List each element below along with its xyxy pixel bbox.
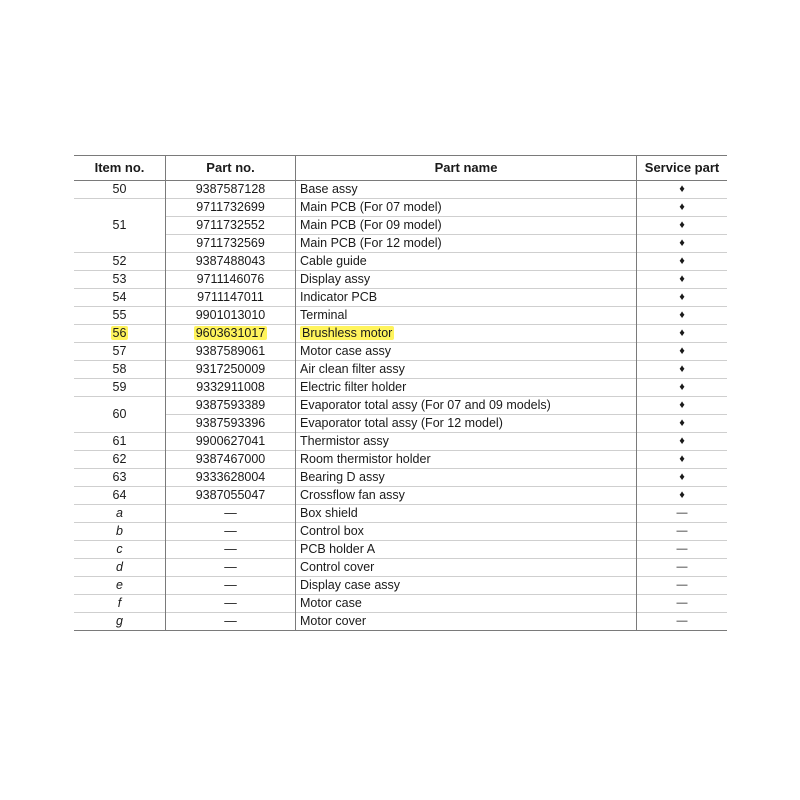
part-name-cell (296, 217, 637, 235)
part-name-cell-text: Main PCB (For 12 model) (300, 236, 442, 250)
part-name-header: Part name (296, 156, 637, 181)
part-no-cell-text: — (224, 596, 237, 610)
service-part-cell-text: — (676, 615, 688, 627)
part-name-cell (296, 415, 637, 433)
service-part-cell (637, 433, 728, 451)
service-part-cell (637, 595, 728, 613)
part-no-cell (166, 559, 296, 577)
part-no-cell-text: — (224, 506, 237, 520)
table-row (74, 505, 727, 523)
table-row (74, 343, 727, 361)
part-no-cell-text: — (224, 560, 237, 574)
part-no-cell (166, 325, 296, 343)
service-part-cell (637, 325, 728, 343)
item-no-cell (74, 613, 166, 631)
parts-table (74, 155, 727, 631)
table-row (74, 379, 727, 397)
item-no-cell (74, 595, 166, 613)
service-part-cell-text: ♦ (679, 219, 685, 231)
part-no-cell (166, 361, 296, 379)
part-name-cell-text: Base assy (300, 182, 358, 196)
item-no-cell (74, 433, 166, 451)
part-no-cell-text: 9332911008 (196, 380, 265, 394)
service-part-cell-text: ♦ (679, 489, 685, 501)
item-no-cell-text: 63 (112, 470, 127, 484)
table-row (74, 199, 727, 217)
service-part-cell (637, 523, 728, 541)
service-part-cell-text: ♦ (679, 435, 685, 447)
item-no-cell (74, 253, 166, 271)
service-part-cell-text: ♦ (679, 399, 685, 411)
service-part-cell (637, 613, 728, 631)
service-part-header: Service part (637, 156, 728, 181)
part-no-cell (166, 523, 296, 541)
item-no-cell (74, 271, 166, 289)
part-no-cell (166, 397, 296, 415)
parts-table-body (74, 181, 727, 631)
service-part-cell-text: — (676, 507, 688, 519)
service-part-cell (637, 541, 728, 559)
item-no-cell-text: 57 (112, 344, 127, 358)
service-part-cell (637, 469, 728, 487)
part-name-cell (296, 271, 637, 289)
table-row (74, 595, 727, 613)
item-no-cell-text: b (116, 524, 123, 538)
part-no-cell (166, 217, 296, 235)
part-name-cell (296, 325, 637, 343)
part-no-cell (166, 235, 296, 253)
item-no-cell-text: 61 (112, 434, 127, 448)
part-name-cell-text: Motor case (300, 596, 362, 610)
table-row (74, 397, 727, 415)
part-no-cell (166, 595, 296, 613)
item-no-cell (74, 505, 166, 523)
part-no-cell (166, 541, 296, 559)
service-part-cell (637, 487, 728, 505)
part-name-cell (296, 469, 637, 487)
item-no-cell-text: d (116, 560, 123, 574)
table-row (74, 271, 727, 289)
part-no-cell-text: 9333628004 (195, 470, 266, 484)
service-part-cell (637, 577, 728, 595)
part-name-cell-text: Control cover (300, 560, 375, 574)
service-part-cell (637, 271, 728, 289)
part-name-cell (296, 487, 637, 505)
part-name-cell (296, 577, 637, 595)
item-no-cell (74, 397, 166, 433)
part-no-cell-text: 9387589061 (195, 344, 266, 358)
service-part-cell (637, 559, 728, 577)
part-name-cell (296, 541, 637, 559)
item-no-cell (74, 361, 166, 379)
service-part-cell (637, 307, 728, 325)
part-name-cell-text: Terminal (300, 308, 348, 322)
part-name-cell (296, 451, 637, 469)
service-part-cell-text: — (676, 561, 688, 573)
part-name-cell-text: Indicator PCB (300, 290, 378, 304)
table-row (74, 307, 727, 325)
part-name-cell-text: Bearing D assy (300, 470, 385, 484)
service-part-cell-text: — (676, 543, 688, 555)
part-no-cell (166, 307, 296, 325)
item-no-header: Item no. (74, 156, 166, 181)
part-no-cell-text: 9387488043 (195, 254, 266, 268)
item-no-cell (74, 523, 166, 541)
part-no-cell-text: 9901013010 (195, 308, 266, 322)
service-part-cell (637, 343, 728, 361)
table-row (74, 325, 727, 343)
part-no-cell (166, 487, 296, 505)
item-no-cell-text: 53 (112, 272, 127, 286)
part-no-cell (166, 343, 296, 361)
item-no-cell (74, 487, 166, 505)
part-no-cell (166, 415, 296, 433)
part-no-cell-text: 9603631017 (195, 326, 266, 340)
part-no-cell (166, 199, 296, 217)
part-name-cell (296, 433, 637, 451)
service-part-cell (637, 253, 728, 271)
part-no-cell-text: — (224, 524, 237, 538)
part-no-cell-text: — (224, 578, 237, 592)
item-no-cell (74, 469, 166, 487)
part-no-cell (166, 451, 296, 469)
part-name-cell-text: Brushless motor (302, 326, 393, 340)
part-no-cell-text: 9711147011 (197, 290, 264, 304)
service-part-cell-text: ♦ (679, 381, 685, 393)
table-row (74, 523, 727, 541)
part-no-cell-text: 9387587128 (195, 182, 266, 196)
part-name-cell (296, 289, 637, 307)
item-no-cell-text: 55 (112, 308, 127, 322)
item-no-cell (74, 307, 166, 325)
table-row (74, 415, 727, 433)
part-name-cell (296, 343, 637, 361)
item-no-cell-text: 58 (112, 362, 127, 376)
part-name-cell (296, 505, 637, 523)
part-name-cell-text: Motor cover (300, 614, 366, 628)
item-no-cell (74, 451, 166, 469)
item-no-cell-text: e (116, 578, 123, 592)
part-no-cell-text: 9387593389 (195, 398, 266, 412)
part-no-header: Part no. (166, 156, 296, 181)
service-part-cell-text: ♦ (679, 183, 685, 195)
part-no-cell-text: — (224, 542, 237, 556)
service-part-cell-text: ♦ (679, 417, 685, 429)
service-part-cell-text: — (676, 579, 688, 591)
item-no-cell (74, 577, 166, 595)
item-no-cell (74, 181, 166, 199)
part-name-cell-text: Control box (300, 524, 364, 538)
part-no-cell (166, 577, 296, 595)
service-part-cell (637, 397, 728, 415)
part-name-cell (296, 397, 637, 415)
part-name-cell-text: Thermistor assy (300, 434, 389, 448)
part-no-cell (166, 379, 296, 397)
part-name-cell-text: Evaporator total assy (For 07 and 09 models) (300, 398, 551, 412)
part-no-cell-text: 9387055047 (195, 488, 266, 502)
part-no-cell-text: 9711732552 (196, 218, 265, 232)
part-name-cell (296, 199, 637, 217)
part-name-cell-text: Cable guide (300, 254, 367, 268)
part-no-cell-text: 9711146076 (196, 272, 265, 286)
part-name-cell (296, 379, 637, 397)
part-no-cell (166, 289, 296, 307)
service-part-cell (637, 289, 728, 307)
part-name-cell-text: Crossflow fan assy (300, 488, 405, 502)
part-no-cell (166, 469, 296, 487)
part-no-cell (166, 271, 296, 289)
part-name-cell (296, 523, 637, 541)
item-no-cell-text: 62 (112, 452, 127, 466)
item-no-cell-text: 51 (112, 218, 127, 232)
table-row (74, 433, 727, 451)
part-no-cell (166, 433, 296, 451)
table-row (74, 469, 727, 487)
table-row (74, 613, 727, 631)
item-no-cell-text: c (116, 542, 123, 556)
service-part-cell (637, 199, 728, 217)
service-part-cell (637, 217, 728, 235)
table-row (74, 217, 727, 235)
service-part-cell-text: ♦ (679, 273, 685, 285)
part-no-cell-text: — (224, 614, 237, 628)
item-no-cell (74, 541, 166, 559)
item-no-cell-text: 60 (112, 407, 127, 421)
item-no-cell-text: 56 (112, 326, 127, 340)
part-name-cell-text: Electric filter holder (300, 380, 407, 394)
item-no-cell-text: g (116, 614, 123, 628)
service-part-cell (637, 505, 728, 523)
part-name-cell-text: Main PCB (For 09 model) (300, 218, 442, 232)
part-name-cell-text: Air clean filter assy (300, 362, 405, 376)
part-no-cell-text: 9387593396 (195, 416, 266, 430)
part-no-cell (166, 253, 296, 271)
item-no-cell (74, 343, 166, 361)
service-part-cell (637, 415, 728, 433)
part-name-cell (296, 235, 637, 253)
service-part-cell-text: ♦ (679, 291, 685, 303)
service-part-cell (637, 181, 728, 199)
part-name-cell (296, 307, 637, 325)
part-no-cell-text: 9387467000 (195, 452, 266, 466)
part-name-cell-text: Display assy (300, 272, 371, 286)
service-part-cell-text: ♦ (679, 471, 685, 483)
part-name-cell-text: PCB holder A (300, 542, 376, 556)
table-row (74, 235, 727, 253)
service-part-cell-text: ♦ (679, 201, 685, 213)
item-no-cell-text: 64 (112, 488, 127, 502)
service-part-cell-text: — (676, 525, 688, 537)
part-no-cell-text: 9711732569 (196, 236, 265, 250)
part-no-cell-text: 9317250009 (195, 362, 266, 376)
part-name-cell (296, 559, 637, 577)
item-no-cell-text: f (117, 596, 122, 610)
table-row (74, 541, 727, 559)
part-name-cell-text: Room thermistor holder (300, 452, 431, 466)
part-no-cell (166, 505, 296, 523)
table-row (74, 487, 727, 505)
part-name-cell-text: Display case assy (300, 578, 401, 592)
part-name-cell (296, 361, 637, 379)
item-no-cell (74, 199, 166, 253)
service-part-cell-text: ♦ (679, 237, 685, 249)
service-part-cell-text: ♦ (679, 363, 685, 375)
service-part-cell (637, 379, 728, 397)
service-part-cell (637, 361, 728, 379)
service-part-cell (637, 451, 728, 469)
part-name-cell-text: Evaporator total assy (For 12 model) (300, 416, 503, 430)
part-name-cell (296, 181, 637, 199)
service-part-cell-text: ♦ (679, 255, 685, 267)
part-name-cell-text: Box shield (300, 506, 358, 520)
service-part-cell-text: ♦ (679, 327, 685, 339)
part-name-cell-text: Motor case assy (300, 344, 392, 358)
item-no-cell (74, 379, 166, 397)
item-no-cell-text: 59 (112, 380, 127, 394)
part-name-cell-text: Main PCB (For 07 model) (300, 200, 442, 214)
service-part-cell-text: ♦ (679, 309, 685, 321)
part-name-cell (296, 595, 637, 613)
item-no-cell (74, 325, 166, 343)
part-no-cell-text: 9711732699 (196, 200, 265, 214)
table-row (74, 559, 727, 577)
item-no-cell (74, 289, 166, 307)
table-row (74, 181, 727, 199)
item-no-cell-text: a (116, 506, 123, 520)
part-no-cell (166, 613, 296, 631)
table-row (74, 289, 727, 307)
item-no-cell-text: 52 (112, 254, 127, 268)
item-no-cell (74, 559, 166, 577)
part-no-cell-text: 9900627041 (195, 434, 266, 448)
item-no-cell-text: 50 (112, 182, 127, 196)
part-no-cell (166, 181, 296, 199)
part-name-cell (296, 613, 637, 631)
service-part-cell (637, 235, 728, 253)
service-part-cell-text: ♦ (679, 453, 685, 465)
table-row (74, 253, 727, 271)
header-row (74, 156, 727, 181)
table-row (74, 577, 727, 595)
service-part-cell-text: ♦ (679, 345, 685, 357)
service-part-cell-text: — (676, 597, 688, 609)
table-row (74, 451, 727, 469)
item-no-cell-text: 54 (112, 290, 127, 304)
table-row (74, 361, 727, 379)
part-name-cell (296, 253, 637, 271)
